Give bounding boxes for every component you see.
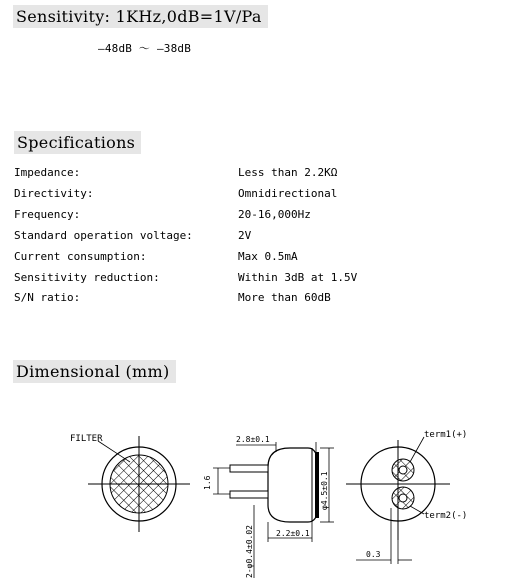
pin-bottom bbox=[230, 491, 268, 498]
filter-leader bbox=[98, 441, 130, 462]
filter-label: FILTER bbox=[70, 434, 103, 444]
dimensional-heading: Dimensional (mm) bbox=[13, 360, 176, 383]
front-view bbox=[70, 434, 190, 532]
spec-row-sn-ratio bbox=[14, 288, 494, 308]
spec-label: Impedance: bbox=[14, 166, 81, 179]
spec-row-directivity bbox=[14, 184, 494, 204]
capsule-front-face bbox=[315, 452, 319, 518]
spec-row-voltage bbox=[14, 226, 494, 246]
spec-value: Max 0.5mA bbox=[238, 250, 298, 263]
spec-value: Omnidirectional bbox=[238, 187, 338, 200]
spec-value: 2V bbox=[238, 229, 252, 242]
rear-view bbox=[346, 430, 467, 564]
pin-diameter-label: 2-φ0.4±0.02 bbox=[245, 525, 254, 578]
spec-label: Standard operation voltage: bbox=[14, 229, 193, 242]
spec-row-current bbox=[14, 247, 494, 267]
spec-value: More than 60dB bbox=[238, 291, 331, 304]
spec-label: Sensitivity reduction: bbox=[14, 271, 160, 284]
spec-label: Frequency: bbox=[14, 208, 81, 221]
spec-label: Directivity: bbox=[14, 187, 94, 200]
spec-value: Within 3dB at 1.5V bbox=[238, 271, 358, 284]
sensitivity-range: —48dB ～ —38dB bbox=[98, 42, 192, 55]
specifications-heading: Specifications bbox=[14, 131, 141, 154]
spec-value: 20-16,000Hz bbox=[238, 208, 311, 221]
spec-row-impedance bbox=[14, 163, 494, 183]
term1-label: term1(+) bbox=[424, 430, 468, 440]
offset-label: 0.3 bbox=[366, 550, 381, 559]
pin-spacing-label: 1.6 bbox=[203, 475, 212, 490]
spec-row-sensitivity-reduction bbox=[14, 268, 494, 288]
term2-leader bbox=[410, 506, 424, 514]
width-bottom-label: 2.2±0.1 bbox=[276, 529, 310, 538]
pin-top bbox=[230, 465, 268, 472]
spec-label: S/N ratio: bbox=[14, 291, 81, 304]
diameter-label: φ4.5±0.1 bbox=[320, 471, 329, 510]
spec-row-frequency bbox=[14, 205, 494, 225]
dimension-drawing bbox=[0, 400, 510, 582]
sensitivity-heading: Sensitivity: 1KHz,0dB=1V/Pa bbox=[13, 5, 268, 28]
term2-label: term2(-) bbox=[424, 511, 468, 521]
capsule-body bbox=[268, 448, 318, 522]
width-top-label: 2.8±0.1 bbox=[236, 435, 270, 444]
side-view bbox=[203, 435, 334, 578]
spec-value: Less than 2.2KΩ bbox=[238, 166, 338, 179]
spec-label: Current consumption: bbox=[14, 250, 147, 263]
